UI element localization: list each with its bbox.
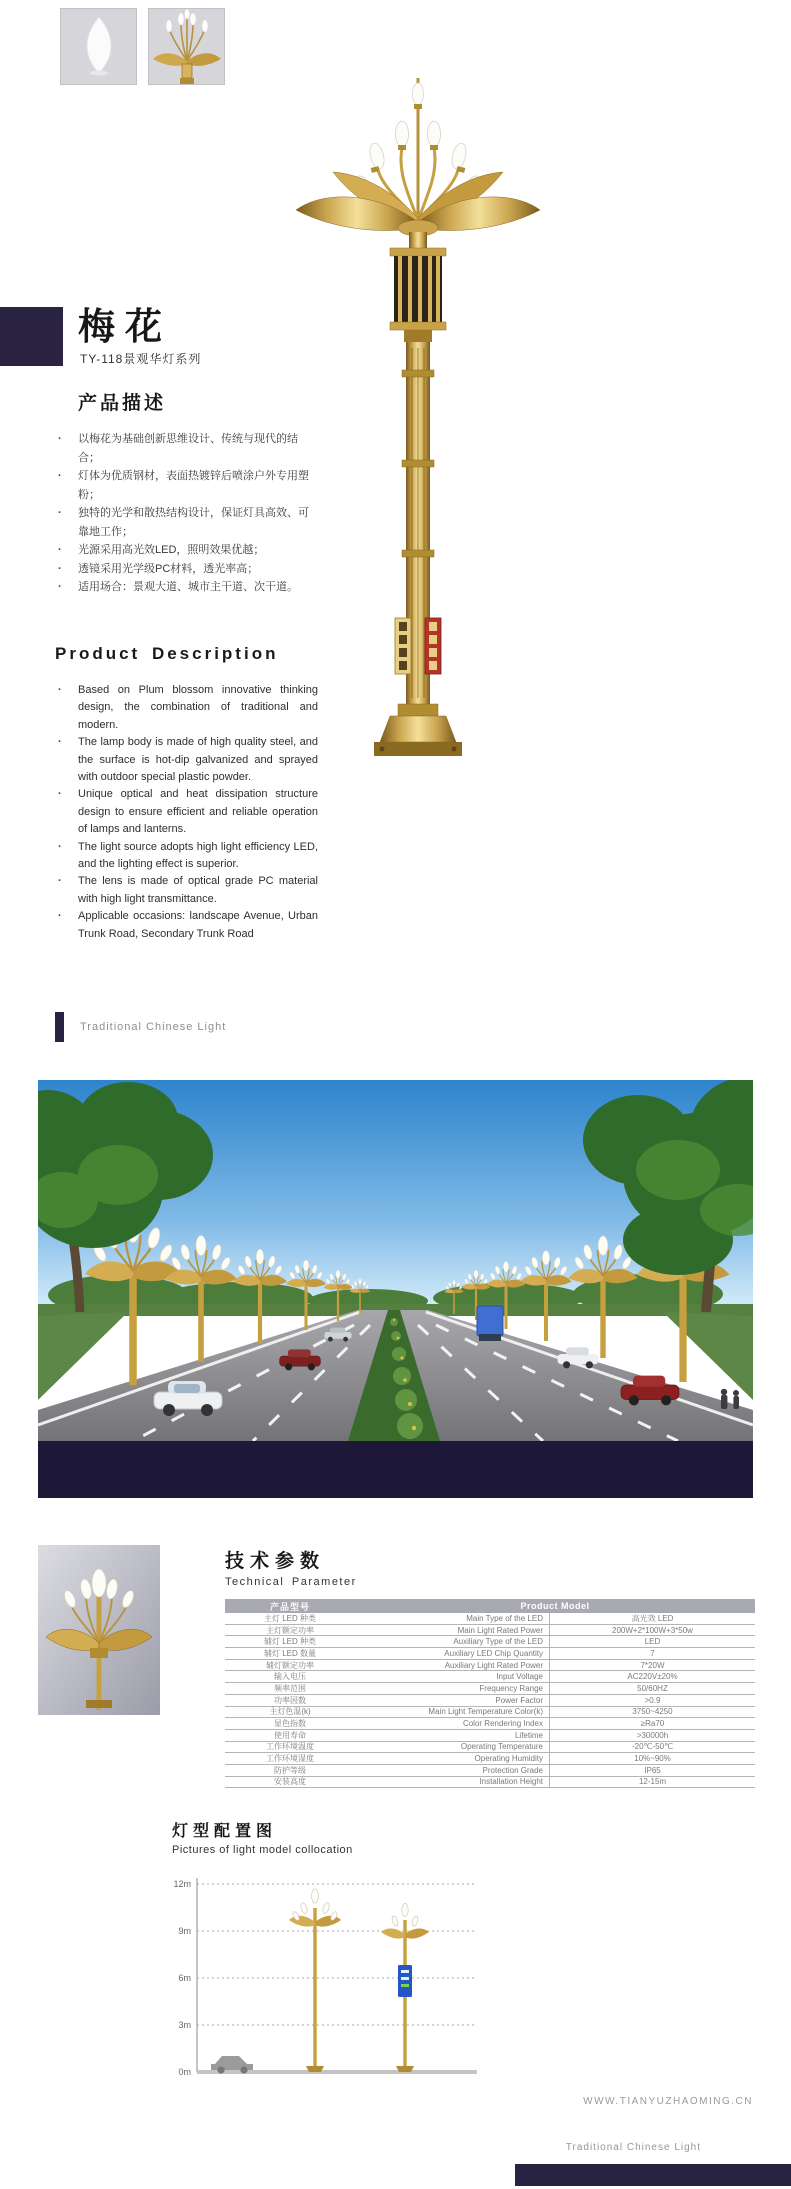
height-label: 9m (178, 1926, 191, 1936)
param-label-en: Installation Height (355, 1777, 550, 1788)
main-lamp-image (278, 70, 558, 770)
param-label-cn: 显色指数 (274, 1719, 306, 1729)
param-value: 50/60HZ (637, 1683, 668, 1693)
lampshade-thumbnail (60, 8, 137, 85)
param-value: LED (644, 1637, 661, 1647)
table-row (225, 1683, 755, 1695)
param-value: AC220V±20% (627, 1672, 678, 1682)
param-label-en: Auxiliary LED Chip Quantity (355, 1648, 550, 1659)
param-label-cn: 输入电压 (274, 1672, 306, 1682)
param-label-cn: 辅灯 LED 数量 (263, 1648, 316, 1658)
param-label-en: Auxiliary Type of the LED (355, 1636, 550, 1647)
table-row (225, 1695, 755, 1707)
technical-parameter-table (225, 1599, 755, 1788)
param-label-cn: 防护等级 (274, 1765, 306, 1775)
param-value: >30000h (636, 1730, 669, 1740)
param-label-en: Input Voltage (355, 1671, 550, 1682)
lamp-head-photo (38, 1545, 160, 1715)
collocation-heading-en: Pictures of light model collocation (172, 1844, 353, 1856)
table-header-cn: 产品型号 (269, 1601, 310, 1612)
param-label-cn: 频率范围 (274, 1683, 306, 1693)
footer-tagline: Traditional Chinese Light (565, 2142, 701, 2153)
param-value: 7*20W (640, 1660, 665, 1670)
description-bullet: · 适用场合：景观大道、城市主干道、次干道。 (55, 578, 313, 597)
param-label-en: Power Factor (355, 1695, 550, 1706)
gold-head-image (149, 9, 224, 84)
param-label-cn: 主灯色温(k) (269, 1707, 311, 1717)
height-label: 0m (178, 2067, 191, 2077)
description-bullet: · 光源采用高光效LED，照明效果优越； (55, 541, 313, 560)
description-bullet: · 独特的光学和散热结构设计，保证灯具高效、可靠地工作； (55, 504, 313, 541)
table-row (225, 1742, 755, 1754)
en-description-heading: Product Description (55, 644, 279, 663)
height-label: 6m (178, 1973, 191, 1983)
cn-description-heading: 产品描述 (78, 393, 167, 414)
param-value: IP65 (644, 1765, 661, 1775)
param-value: 200W+2*100W+3*50w (612, 1625, 693, 1635)
section-tagline: Traditional Chinese Light (80, 1021, 227, 1033)
description-bullet: · 灯体为优质钢材，表面热镀锌后喷涂户外专用塑粉； (55, 467, 313, 504)
description-bullet: · Applicable occasions: landscape Avenue, Urban Trunk Road, Secondary Trunk Road (55, 908, 318, 943)
description-bullet: · The lens is made of optical grade PC material with high light transmittance. (55, 873, 318, 908)
height-label: 3m (178, 2020, 191, 2030)
table-row (225, 1648, 755, 1660)
table-row (225, 1777, 755, 1789)
description-bullet: · Based on Plum blossom innovative thinking design, the combination of traditional and modern. (55, 682, 318, 734)
param-label-cn: 功率因数 (274, 1695, 306, 1705)
param-label-cn: 主灯额定功率 (266, 1625, 314, 1635)
collocation-heading-cn: 灯型配置图 (172, 1823, 278, 1840)
param-label-en: Main Light Temperature Color(k) (355, 1707, 550, 1718)
table-row (225, 1707, 755, 1719)
description-bullet: · Unique optical and heat dissipation structure design to ensure efficient and reliable operation of lamps and lanterns. (55, 786, 318, 838)
photo-footer-band (38, 1441, 753, 1498)
table-row (225, 1671, 755, 1683)
param-value: 高光效 LED (631, 1613, 674, 1623)
table-row (225, 1625, 755, 1637)
param-value: 12-15m (638, 1777, 667, 1787)
table-row (225, 1765, 755, 1777)
param-value: 3750~4250 (632, 1707, 673, 1717)
table-row (225, 1636, 755, 1648)
param-label-en: Protection Grade (355, 1765, 550, 1776)
description-bullet: · 透镜采用光学级PC材料，透光率高； (55, 560, 313, 579)
param-value: ≥Ra70 (640, 1719, 665, 1729)
table-row (225, 1660, 755, 1672)
param-label-en: Main Light Rated Power (355, 1625, 550, 1636)
accent-square (0, 307, 63, 366)
height-diagram (165, 1870, 595, 2082)
param-label-cn: 辅灯 LED 种类 (263, 1637, 316, 1647)
param-label-en: Lifetime (355, 1730, 550, 1741)
param-value: >0.9 (644, 1695, 661, 1705)
param-label-cn: 安装高度 (274, 1777, 306, 1787)
technical-heading-en: Technical Parameter (225, 1576, 357, 1588)
tagline-accent-bar (55, 1012, 64, 1042)
param-label-en: Auxiliary Light Rated Power (355, 1660, 550, 1671)
series-subtitle: TY-118景观华灯系列 (80, 352, 202, 366)
cn-description-list (55, 430, 313, 597)
param-label-cn: 主灯 LED 种类 (263, 1613, 316, 1623)
param-label-en: Main Type of the LED (355, 1613, 550, 1624)
param-label-cn: 工作环境湿度 (266, 1754, 314, 1764)
param-label-en: Color Rendering Index (355, 1718, 550, 1729)
en-description-list (55, 682, 318, 943)
height-label: 12m (173, 1879, 191, 1889)
param-value: -20℃-50℃ (631, 1742, 674, 1752)
description-bullet: · The lamp body is made of high quality steel, and the surface is hot-dip galvanized and sprayed with outdoor special plastic powder. (55, 734, 318, 786)
param-label-cn: 辅灯额定功率 (266, 1660, 314, 1670)
website-url: WWW.TIANYUZHAOMING.CN (583, 2096, 753, 2107)
table-header-en: Product Model (520, 1601, 590, 1611)
white-bud-image (61, 9, 136, 84)
technical-heading-cn: 技术参数 (225, 1551, 326, 1572)
param-label-en: Operating Humidity (355, 1753, 550, 1764)
param-label-cn: 工作环境温度 (266, 1742, 314, 1752)
page-title: 梅花 (78, 306, 172, 347)
lamp-head-thumbnail (148, 8, 225, 85)
table-row (225, 1613, 755, 1625)
param-label-cn: 使用寿命 (274, 1730, 306, 1740)
table-row (225, 1730, 755, 1742)
table-row (225, 1753, 755, 1765)
table-row (225, 1718, 755, 1730)
param-value: 10%~90% (634, 1754, 671, 1764)
street-photo (38, 1080, 753, 1441)
table-header-row (225, 1599, 755, 1613)
footer-accent-bar (515, 2164, 791, 2186)
param-value: 7 (650, 1648, 655, 1658)
description-bullet: · 以梅花为基础创新思维设计、传统与现代的结合； (55, 430, 313, 467)
description-bullet: · The light source adopts high light efficiency LED, and the lighting effect is superior. (55, 839, 318, 874)
param-label-en: Operating Temperature (355, 1742, 550, 1753)
param-label-en: Frequency Range (355, 1683, 550, 1694)
